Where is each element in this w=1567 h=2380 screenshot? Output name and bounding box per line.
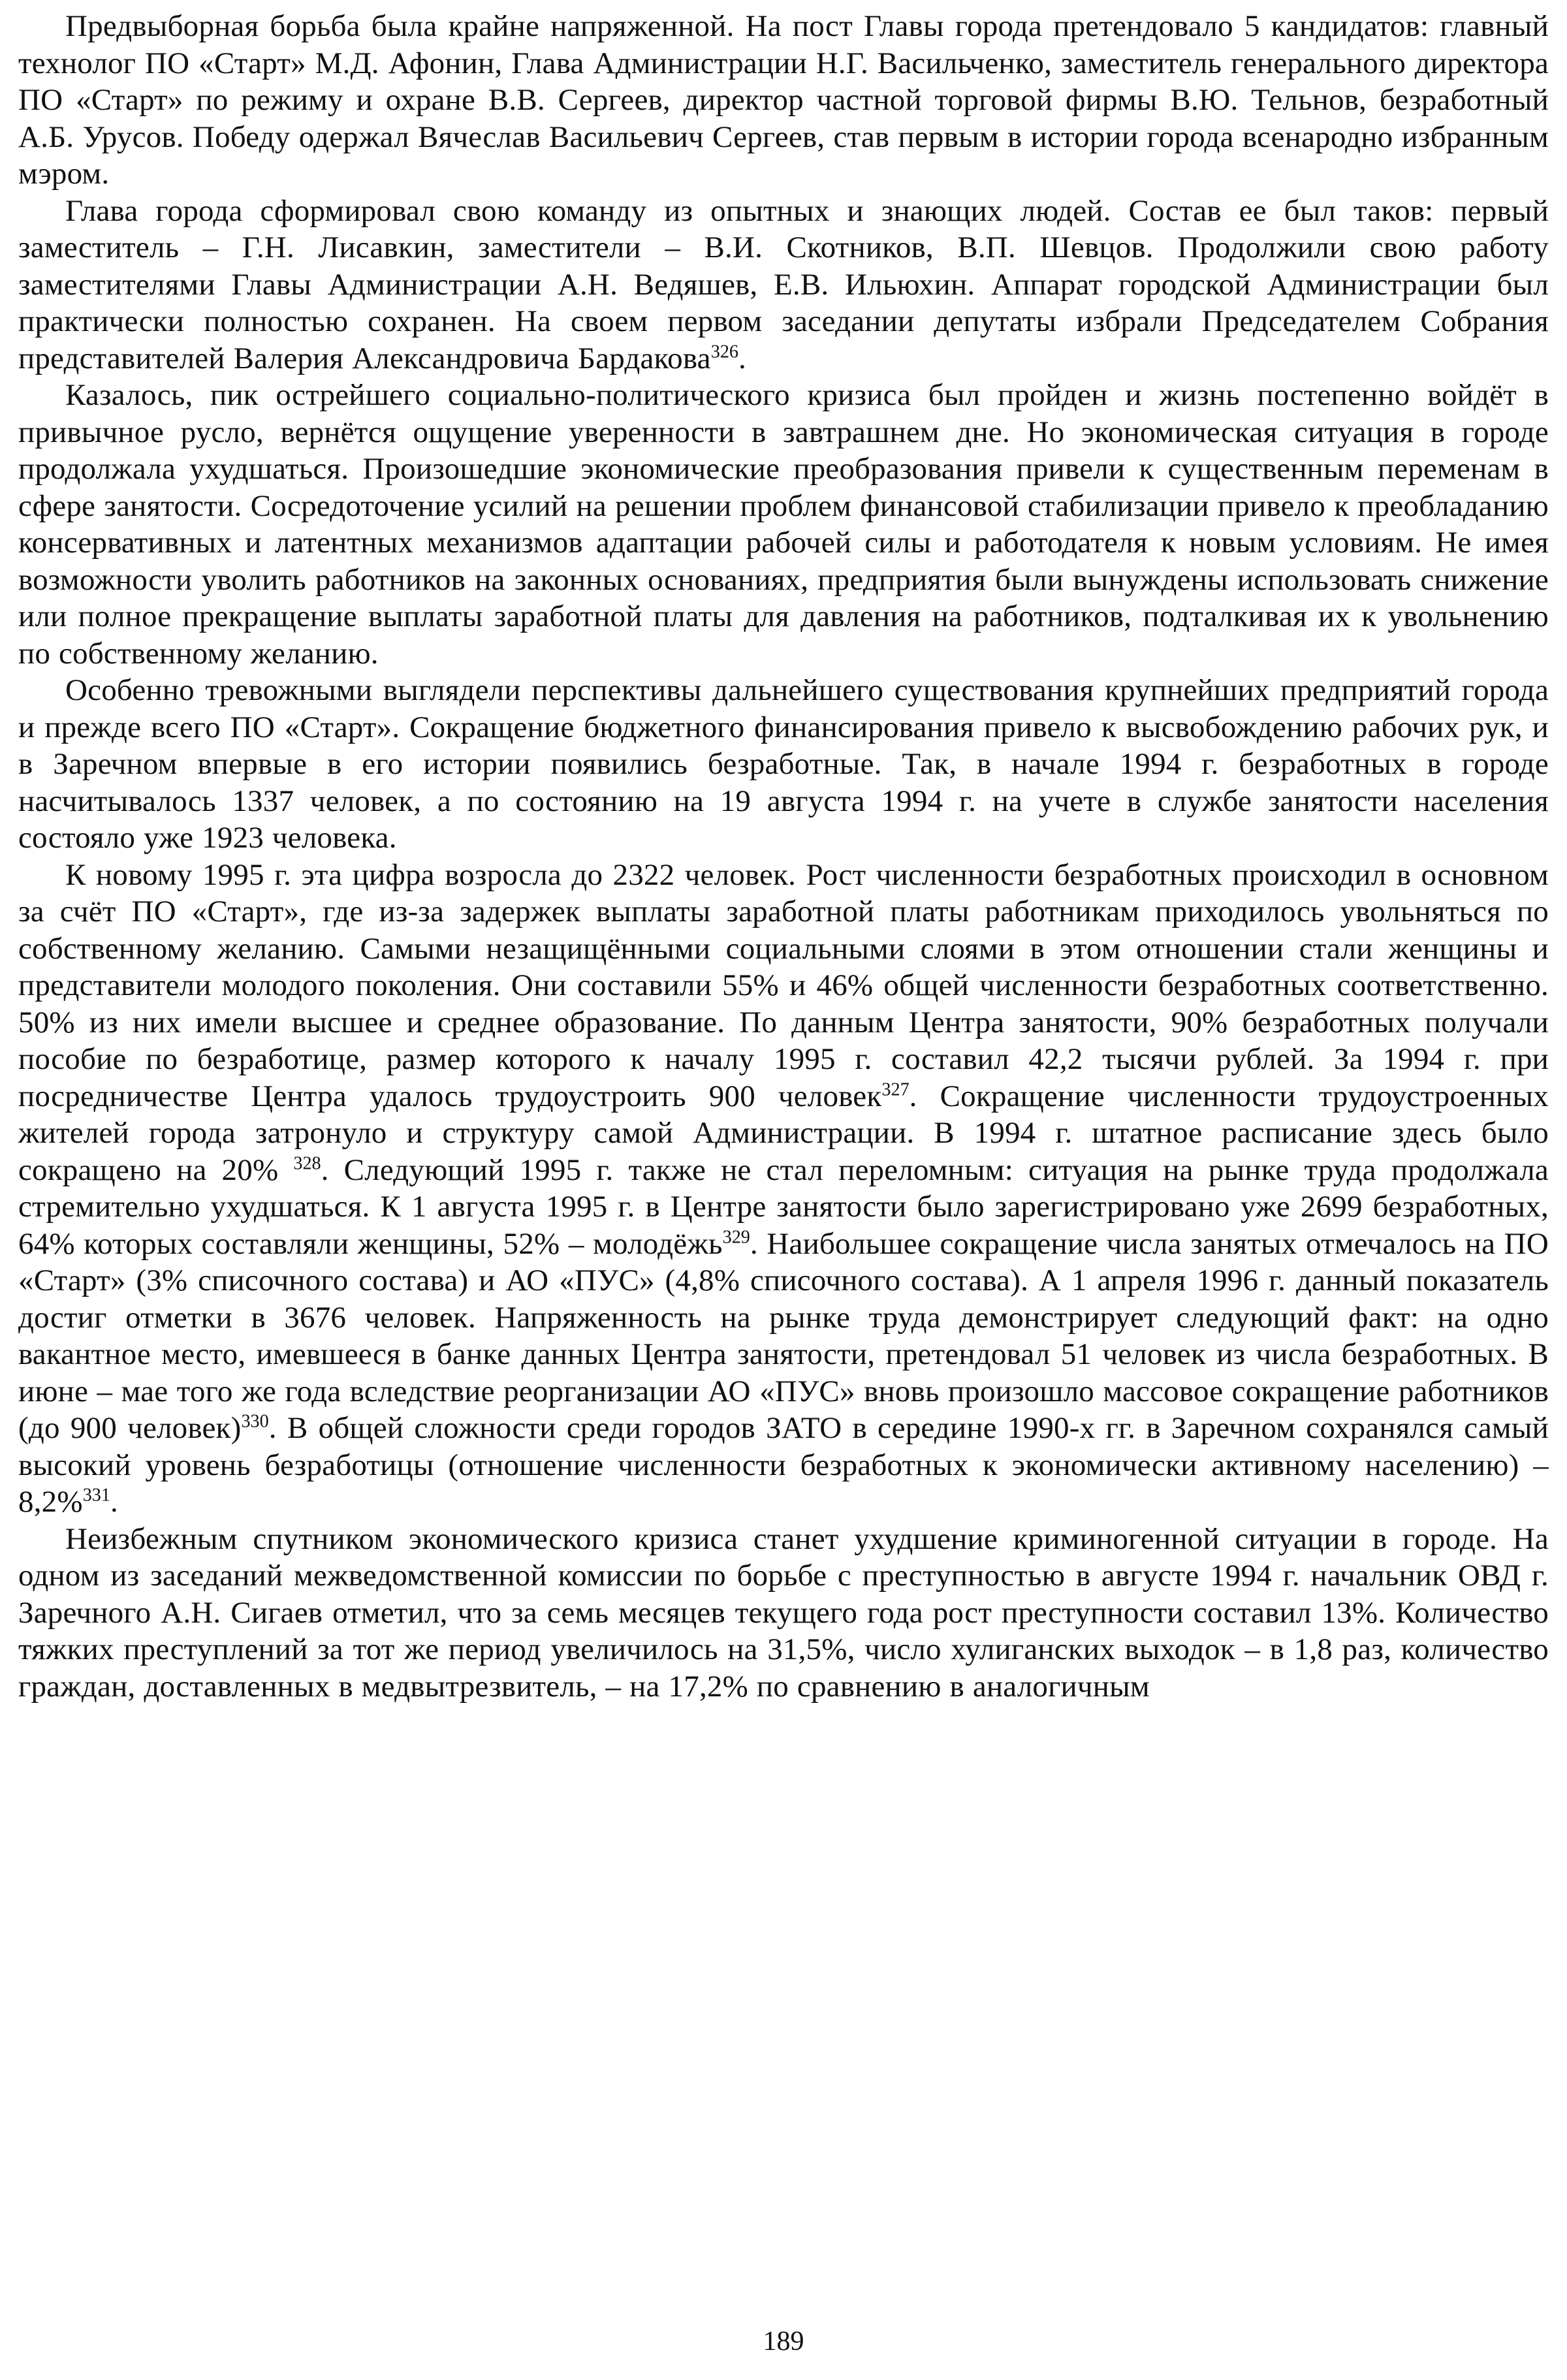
text-run: Предвыборная борьба была крайне напряженной. На пост Главы города претендовало 5 кандидатов: главный технолог ПО «Старт» М.Д. Афонин, Глава Администрации Н.Г. Васильченко, заместитель генерального директора ПО «Старт» по режиму и охране В.В. Сергеев, директор частной торговой фирмы В.Ю. Тельнов, безработный А.Б. Урусов. Победу одержал Вячеслав Васильевич Сергеев, став первым в истории города всенародно избранным мэром. bbox=[18, 9, 1549, 191]
text-run: . bbox=[738, 341, 746, 375]
document-body bbox=[18, 8, 1549, 2308]
text-run: Неизбежным спутником экономического кризиса станет ухудшение криминогенной ситуации в городе. На одном из заседаний межведомственной комиссии по борьбе с преступностью в августе 1994 г. начальник ОВД г. Заречного А.Н. Сигаев отметил, что за семь месяцев текущего года рост преступности составил 13%. Количество тяжких преступлений за тот же период увеличилось на 31,5%, число хулиганских выходок – в 1,8 раз, количество граждан, доставленных в медвытрезвитель, – на 17,2% по сравнению в аналогичным bbox=[18, 1521, 1549, 1704]
page-number: 189 bbox=[763, 2326, 804, 2356]
paragraph bbox=[18, 377, 1549, 672]
footnote-reference: 330 bbox=[241, 1411, 269, 1432]
text-run: К новому 1995 г. эта цифра возросла до 2322 человек. Рост численности безработных происходил в основном за счёт ПО «Старт», где из-за задержек выплаты заработной платы работникам приходилось увольняться по собственному желанию. Самыми незащищёнными социальными слоями в этом отношении стали женщины и представители молодого поколения. Они составили 55% и 46% общей численности безработных соответственно. 50% из них имели высшее и среднее образование. По данным Центра занятости, 90% безработных получали пособие по безработице, размер которого к началу 1995 г. составил 42,2 тысячи рублей. За 1994 г. при посредничестве Центра удалось трудоустроить 900 человек bbox=[18, 857, 1549, 1113]
footnote-reference: 327 bbox=[881, 1079, 910, 1100]
text-run: Особенно тревожными выглядели перспективы дальнейшего существования крупнейших предприятий города и прежде всего ПО «Старт». Сокращение бюджетного финансирования привело к высвобождению рабочих рук, и в Заречном впервые в его истории появились безработные. Так, в начале 1994 г. безработных в городе насчитывалось 1337 человек, а по состоянию на 19 августа 1994 г. на учете в службе занятости населения состояло уже 1923 человека. bbox=[18, 673, 1549, 855]
paragraph bbox=[18, 8, 1549, 193]
text-run: . Сокращение численности трудоустроенных жителей города затронуло и структуру самой Администрации. В 1994 г. штатное расписание здесь было сокращено на 20% bbox=[18, 1079, 1549, 1187]
text-run: . Наибольшее сокращение числа занятых отмечалось на ПО «Старт» (3% списочного состава) и АО «ПУС» (4,8% списочного состава). А 1 апреля 1996 г. данный показатель достиг отметки в 3676 человек. Напряженность на рынке труда демонстрирует следующий факт: на одно вакантное место, имевшееся в банке данных Центра занятости, претендовал 51 человек из числа безработных. В июне – мае того же года вследствие реорганизации АО «ПУС» вновь произошло массовое сокращение работников (до 900 человек) bbox=[18, 1226, 1549, 1445]
paragraph bbox=[18, 193, 1549, 377]
text-run: Казалось, пик острейшего социально-политического кризиса был пройден и жизнь постепенно войдёт в привычное русло, вернётся ощущение уверенности в завтрашнем дне. Но экономическая ситуация в городе продолжала ухудшаться. Произошедшие экономические преобразования привели к существенным переменам в сфере занятости. Сосредоточение усилий на решении проблем финансовой стабилизации привело к преобладанию консервативных и латентных механизмов адаптации рабочей силы и работодателя к новым условиям. Не имея возможности уволить работников на законных основаниях, предприятия были вынуждены использовать снижение или полное прекращение выплаты заработной платы для давления на работников, подталкивая их к увольнению по собственному желанию. bbox=[18, 378, 1549, 671]
paragraph bbox=[18, 1521, 1549, 1706]
text-run: Глава города сформировал свою команду из опытных и знающих людей. Состав ее был таков: первый заместитель – Г.Н. Лисавкин, заместители – В.И. Скотников, В.П. Шевцов. Продолжили свою работу заместителями Главы Администрации А.Н. Ведяшев, Е.В. Ильюхин. Аппарат городской Администрации был практически полностью сохранен. На своем первом заседании депутаты избрали Председателем Собрания представителей Валерия Александровича Бардакова bbox=[18, 193, 1549, 375]
footnote-reference: 329 bbox=[722, 1226, 750, 1247]
text-run: . В общей сложности среди городов ЗАТО в середине 1990-х гг. в Заречном сохранялся самый высокий уровень безработицы (отношение численности безработных к экономически активному населению) – 8,2% bbox=[18, 1411, 1549, 1519]
paragraph bbox=[18, 672, 1549, 857]
paragraph bbox=[18, 857, 1549, 1521]
footnote-reference: 331 bbox=[82, 1485, 110, 1506]
footnote-reference: 328 bbox=[293, 1152, 321, 1173]
text-run: . Следующий 1995 г. также не стал переломным: ситуация на рынке труда продолжала стремительно ухудшаться. К 1 августа 1995 г. в Центре занятости было зарегистрировано уже 2699 безработных, 64% которых составляли женщины, 52% – молодёжь bbox=[18, 1152, 1549, 1261]
footnote-reference: 326 bbox=[710, 341, 739, 362]
text-run: . bbox=[110, 1485, 118, 1519]
